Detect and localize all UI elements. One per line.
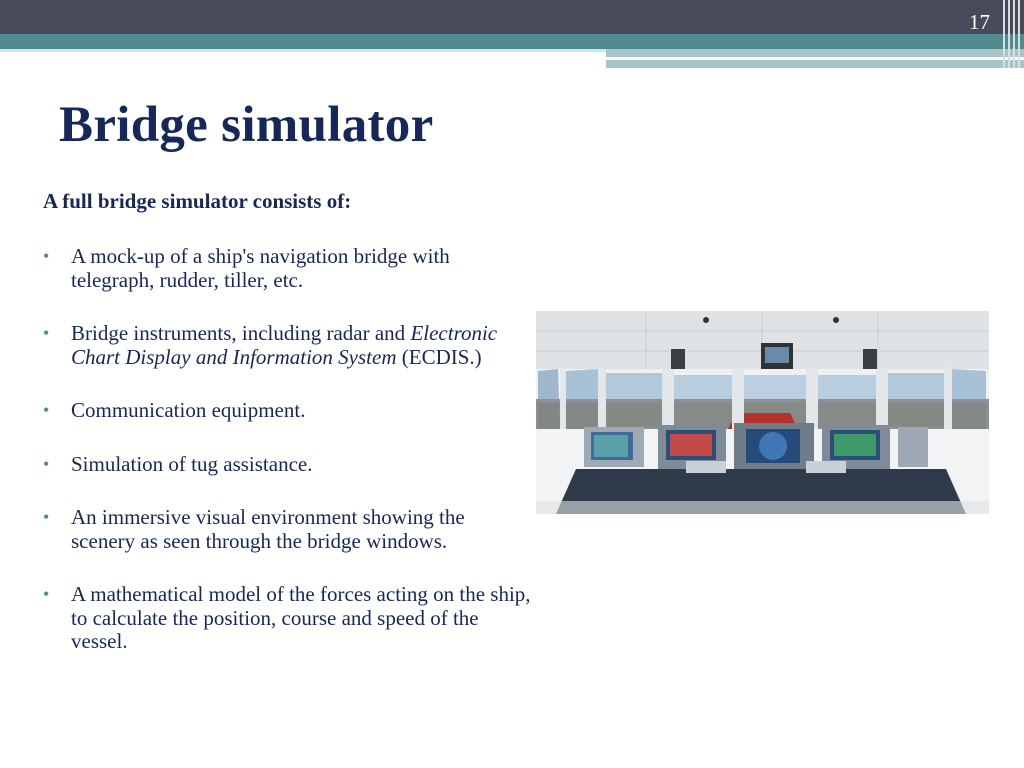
bullet-item xyxy=(43,506,533,553)
bridge-simulator-image xyxy=(536,311,989,514)
header-band-dark xyxy=(0,0,1024,34)
bullet-item xyxy=(43,399,533,423)
bullet-icon: • xyxy=(43,507,50,527)
bullet-text-italic: Electronic Chart Display and Information System xyxy=(71,321,498,369)
bullet-text: Communication equipment. xyxy=(71,398,306,422)
slide-title: Bridge simulator xyxy=(59,97,434,153)
header-band-light-upper xyxy=(606,49,1024,57)
header-band-teal xyxy=(0,34,1024,49)
header-vertical-stripes xyxy=(1002,0,1024,68)
bullet-icon: • xyxy=(43,323,50,343)
page-number: 17 xyxy=(969,10,990,34)
bullet-item xyxy=(43,322,533,369)
bullet-text-after: (ECDIS.) xyxy=(396,344,482,369)
header-band-pale xyxy=(0,49,606,52)
bullet-icon: • xyxy=(43,453,50,474)
bullet-text: A mathematical model of the forces acting on the ship, to calculate the position, course and speed of the vessel. xyxy=(71,582,531,653)
bullet-icon: • xyxy=(43,246,50,266)
lead-text: A full bridge simulator consists of: xyxy=(43,189,352,213)
header-band-light-lower xyxy=(606,60,1024,68)
bullet-item xyxy=(43,453,533,477)
bullet-text: An immersive visual environment showing the scenery as seen through the bridge windows. xyxy=(71,505,465,553)
bullet-text-before: Bridge instruments, including radar and xyxy=(71,321,411,345)
bullet-icon: • xyxy=(43,400,50,420)
bullet-list xyxy=(43,245,533,684)
bullet-icon: • xyxy=(43,584,50,604)
bridge-simulator-illustration xyxy=(536,311,989,514)
bullet-text: A mock-up of a ship's navigation bridge with telegraph, rudder, tiller, etc. xyxy=(71,244,450,292)
bullet-item xyxy=(43,245,533,292)
bullet-text: Simulation of tug assistance. xyxy=(71,451,313,476)
bullet-item xyxy=(43,583,533,654)
header-divider-line xyxy=(606,57,950,59)
